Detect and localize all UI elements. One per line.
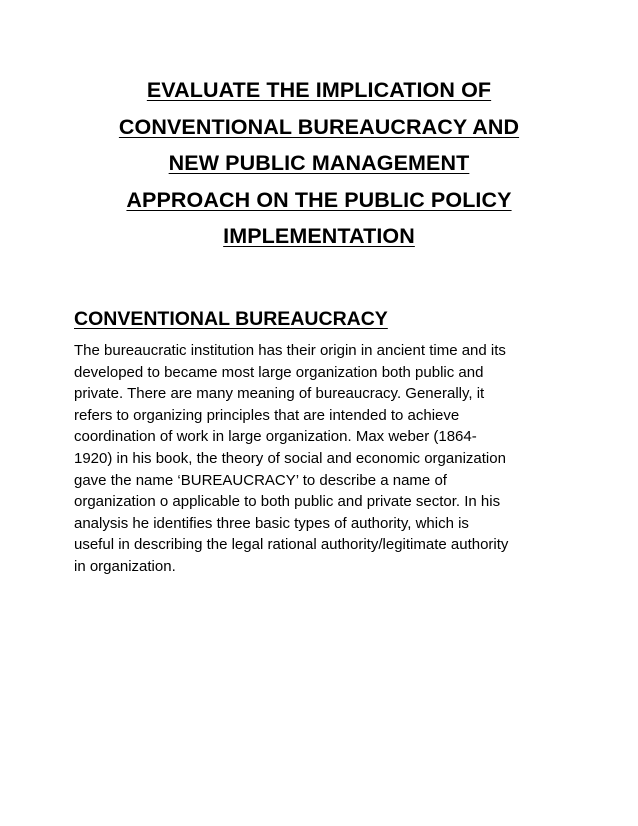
section-paragraph	[74, 340, 574, 578]
title-line: IMPLEMENTATION	[223, 224, 415, 248]
paragraph-line: 1920) in his book, the theory of social and economic organization	[74, 449, 506, 467]
paragraph-line: useful in describing the legal rational authority/legitimate authority	[74, 536, 509, 554]
paragraph-line: analysis he identifies three basic types of authority, which is	[74, 514, 469, 532]
title-line: APPROACH ON THE PUBLIC POLICY	[126, 187, 512, 212]
title-line: EVALUATE THE IMPLICATION OF	[146, 78, 492, 102]
paragraph-line: in organization.	[74, 557, 176, 575]
paragraph-line: gave the name ‘BUREAUCRACY’ to describe a name of	[74, 471, 447, 489]
title-line: CONVENTIONAL BUREAUCRACY AND	[118, 114, 520, 139]
paragraph-line: The bureaucratic institution has their origin in ancient time and its	[74, 342, 506, 359]
paragraph-line: organization o applicable to both public and private sector. In his	[74, 493, 501, 511]
paragraph-line: developed to became most large organization both public and	[74, 363, 484, 381]
paragraph-line: coordination of work in large organization. Max weber (1864-	[74, 428, 477, 446]
document-title	[66, 72, 572, 255]
section-heading: CONVENTIONAL BUREAUCRACY	[74, 308, 388, 330]
title-line: NEW PUBLIC MANAGEMENT	[168, 151, 470, 175]
paragraph-line: refers to organizing principles that are intended to achieve	[74, 406, 460, 424]
paragraph-line: private. There are many meaning of bureaucracy. Generally, it	[74, 385, 485, 403]
